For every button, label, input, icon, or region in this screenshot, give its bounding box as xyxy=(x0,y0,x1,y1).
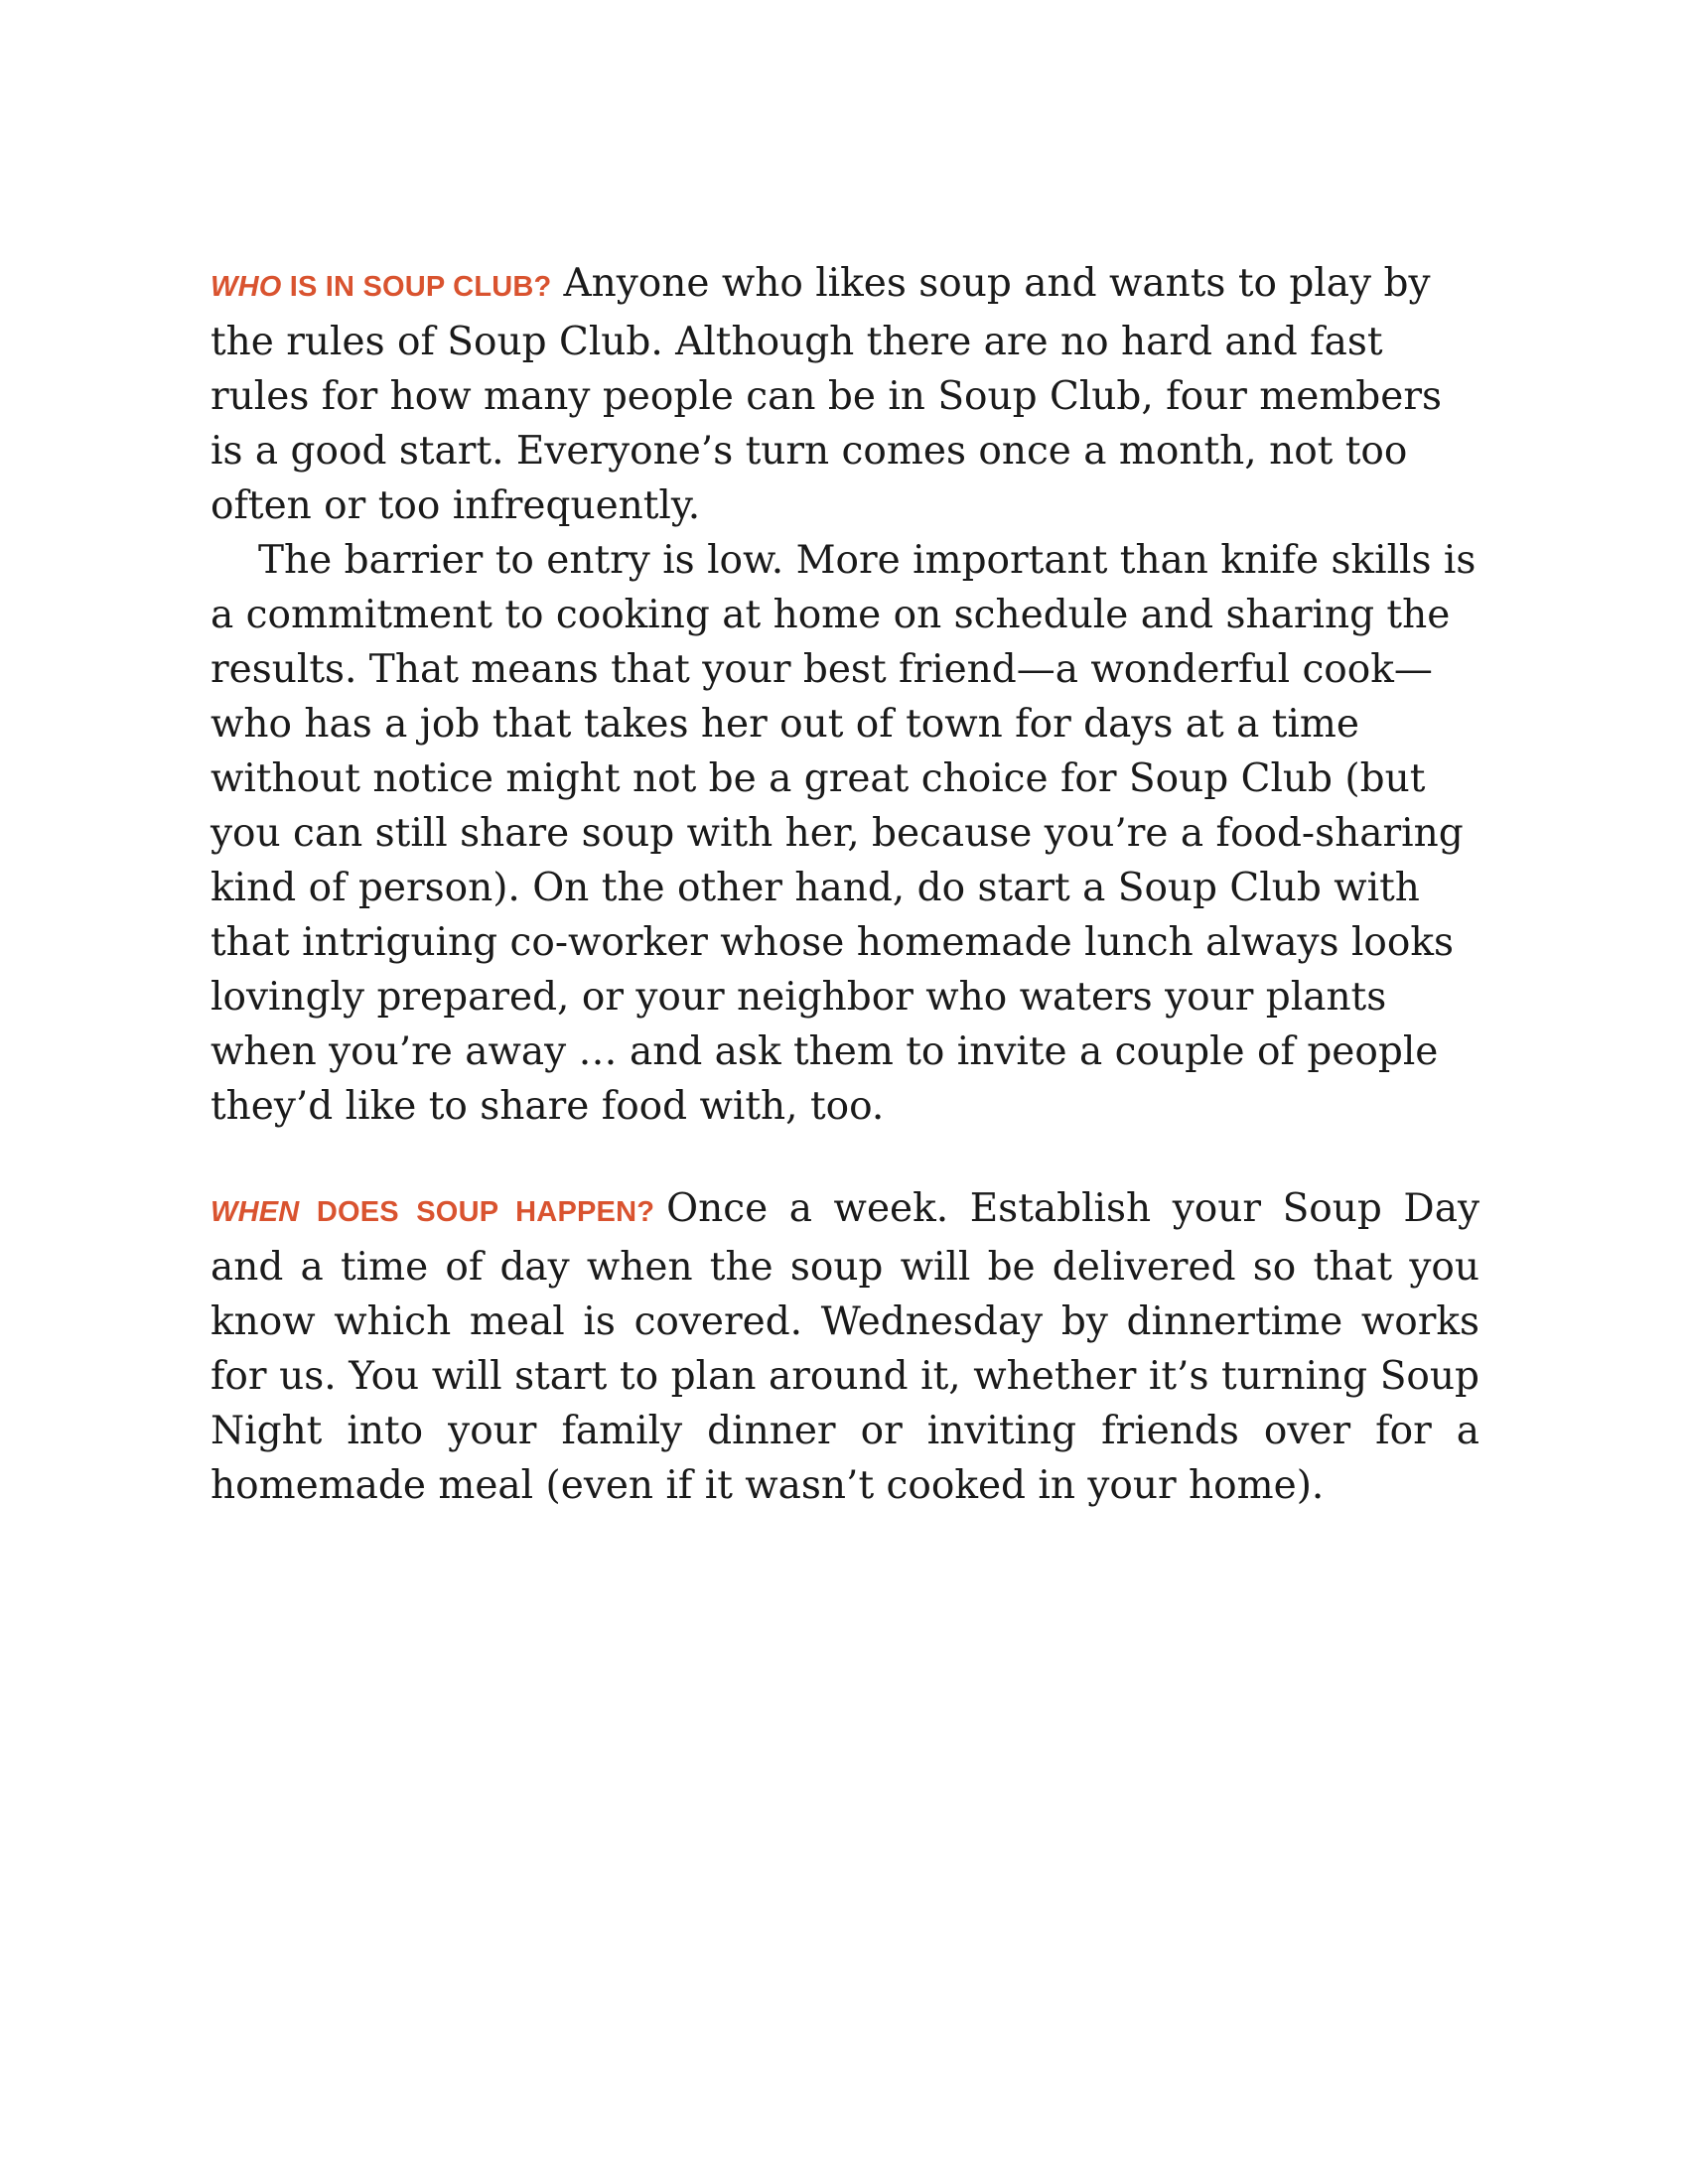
who-section xyxy=(211,256,1479,1134)
when-paragraph-1-text: Once a week. Establish your Soup Day and a time of day when the soup will be delivered so that you know which meal is covered. Wednesday by dinnertime works for us. You will start to plan around it, whether it’s turning Soup Night into your family dinner or inviting friends over for a homemade meal (even if it wasn’t cooked in your home). xyxy=(211,1186,1479,1508)
who-heading xyxy=(211,271,551,303)
when-heading-question-word: WHEN xyxy=(211,1196,300,1228)
who-paragraph-1-text: Anyone who likes soup and wants to play by the rules of Soup Club. Although there are no hard and fast rules for how many people can be in Soup Club, four members is a good start. Everyone’s turn comes once a month, not too often or too infrequently. xyxy=(211,261,1443,528)
when-heading-rest: DOES SOUP HAPPEN? xyxy=(299,1196,655,1228)
who-heading-question-word: WHO xyxy=(211,271,282,303)
when-paragraph-1 xyxy=(211,1181,1479,1513)
who-paragraph-1 xyxy=(211,256,1479,533)
when-heading xyxy=(211,1196,654,1228)
who-paragraph-2: The barrier to entry is low. More important than knife skills is a commitment to cooking at home on schedule and sharing the results. That means that your best friend—a wonderful cook—who has a job that takes her out of town for days at a time without notice might not be a great choice for Soup Club (but you can still share soup with her, because you’re a food-sharing kind of person). On the other hand, do start a Soup Club with that intriguing co-worker whose homemade lunch always looks lovingly prepared, or your neighbor who waters your plants when you’re away … and ask them to invite a couple of people they’d like to share food with, too. xyxy=(211,538,1477,1129)
document-page xyxy=(211,256,1479,1513)
when-section xyxy=(211,1181,1479,1513)
who-heading-rest: IS IN SOUP CLUB? xyxy=(281,271,552,303)
